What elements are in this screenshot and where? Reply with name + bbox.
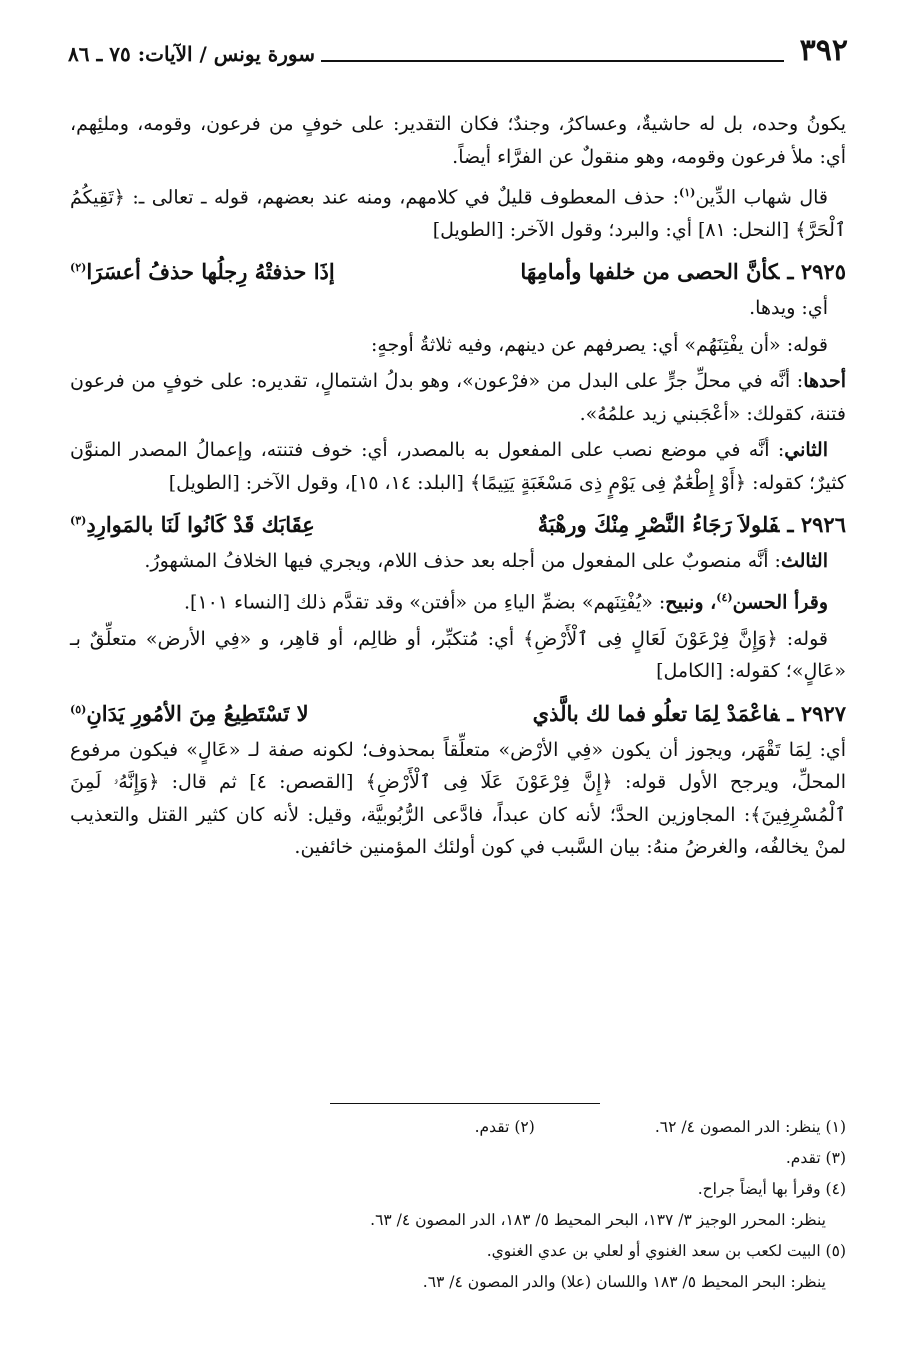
footnote-ref: (٤) — [716, 590, 733, 604]
paragraph: قوله: ﴿وَإِنَّ فِرْعَوْنَ لَعَالٍ فِى ٱلْأَرْضِ﴾ أي: مُتكبِّر، أو ظالِم، أو قاهِر، و «فِي الأرض» متعلِّقٌ بـ «عَالٍ»؛ كقوله: [الكامل] — [70, 627, 846, 683]
verse-first-half — [533, 696, 846, 732]
page-number: ٣٩٢ — [799, 33, 848, 68]
verse-number: ٢٩٢٧ ـ — [787, 700, 846, 726]
footnote: (٤) وقرأ بها أيضاً جراح. — [697, 1180, 846, 1198]
paragraph: أي: لِمَا تَقْهَر، ويجوز أن يكون «فِي الأرْض» متعلِّقاً بمحذوف؛ لكونه صفة لـ «عَالٍ» فيكون مرفوع المحلِّ، ويرجح الأول قوله: ﴿إِنَّ فِرْعَوْنَ عَلَا فِى ٱلْأَرْضِ﴾ [القصص: ٤] ثم قال: ﴿وَإِنَّهُۥ لَمِنَ ٱلْمُسْرِفِينَ﴾: المجاوزين الحدَّ؛ لأنه كان عبداً، فادَّعى الرُّبُوبيَّة، وقيل: لأنه كان كثير القتل والتعذيب لمنْ يخالفُه، والغرضُ منهُ: بيان السَّبب في كون أولئك المؤمنين خائفين. — [70, 738, 846, 859]
verse-text: لا تَسْتَطِيعُ مِنَ الأمُورِ يَدَانِ — [86, 700, 309, 726]
verse-second-half — [70, 250, 335, 290]
footnote-ref: (٢) — [70, 261, 87, 275]
footnotes — [80, 1112, 846, 1298]
point-label: الثاني — [784, 439, 828, 462]
poetry-verse — [70, 692, 846, 732]
reader-name: وقرأ الحسن — [732, 591, 828, 614]
verse-text: فَلولاَ رَجَاءُ النَّصْرِ مِنْكَ ورهْبَةٌ — [537, 512, 780, 538]
paragraph — [70, 434, 846, 499]
footnote: (٣) تقدم. — [785, 1149, 846, 1167]
footnote: (٥) البيت لكعب بن سعد الغنوي أو لعلي بن عدي الغنوي. — [486, 1242, 846, 1260]
verse-second-half — [70, 503, 315, 543]
text-span: قال شهاب الدِّين — [695, 186, 828, 209]
text-span: : أنَّه في محلِّ جرٍّ على البدل من «فرْعون»، وهو بدلُ اشتمالٍ، تقديره: على خوفٍ من فرعون فتنة، كقولك: «أعْجَبني زيد علمُهُ». — [70, 370, 846, 425]
footnote-ref: (٣) — [70, 514, 87, 528]
paragraph — [70, 365, 846, 430]
point-label: الثالث — [780, 550, 828, 573]
reader-name: ، ونبيح — [665, 591, 717, 614]
point-label: أحدها — [803, 370, 846, 393]
paragraph — [70, 582, 846, 619]
footnote: (١) ينظر: الدر المصون ٤/ ٦٢. — [654, 1118, 846, 1136]
poetry-verse — [70, 503, 846, 543]
text-span: : «يُفْتِنَهم» بضمِّ الياءِ من «أفتن» وقد تقدَّم ذلك [النساء ١٠١]. — [184, 591, 666, 614]
header-rule — [321, 60, 784, 62]
verse-first-half — [538, 507, 846, 543]
paragraph: قوله: «أن يفْتِنَهُم» أي: يصرفهم عن دينهم، وفيه ثلاثةُ أوجهٍ: — [370, 333, 828, 356]
verse-text: فاعْمَدْ لِمَا تعلُو فما لك بالَّذي — [532, 700, 780, 726]
footnote-row — [80, 1112, 846, 1143]
paragraph: يكونُ وحده، بل له حاشيةٌ، وعساكرُ، وجندٌ؛ فكان التقدير: على خوفٍ من فرعون، وقومه، وملئِهم، أي: ملأ فرعون وقومه، وهو منقولٌ عن الفرَّاء أيضاً. — [70, 113, 846, 168]
verse-second-half — [70, 692, 309, 732]
spacer — [535, 1112, 655, 1143]
poetry-verse — [70, 250, 846, 290]
verse-text: إذَا حذفتْهُ رِجلُها حذفُ أعسَرَا — [86, 259, 335, 285]
main-text — [70, 108, 846, 868]
verse-text: كأنَّ الحصى من خلفها وأمامِهَا — [520, 259, 780, 285]
paragraph: أي: ويدها. — [749, 297, 828, 320]
verse-text: عِقَابَك قَدْ كَانُوا لَنَا بالمَوارِدِ — [86, 512, 315, 538]
footnote-separator — [330, 1103, 600, 1104]
paragraph — [70, 177, 846, 246]
paragraph — [70, 545, 846, 578]
text-span: : أنَّه في موضع نصب على المفعول به بالمصدر، أي: خوف فتنته، وإعمالُ المصدر المنوَّن كثيرٌ؛ كقوله: ﴿أَوْ إِطْعَٰمٌ فِى يَوْمٍ ذِى مَسْغَبَةٍ يَتِيمًا﴾ [البلد: ١٤، ١٥]، وقول الآخر: [الطويل] — [70, 439, 846, 494]
footnote-ref: (٥) — [70, 702, 87, 716]
text-span: : أنَّه منصوبٌ على المفعول من أجله بعد حذف اللام، ويجري فيها الخلافُ المشهورُ. — [144, 550, 781, 573]
footnote: (٢) تقدم. — [474, 1118, 535, 1136]
footnote-ref: (١) — [678, 186, 696, 199]
verse-first-half — [520, 254, 846, 290]
footnote-source: ينظر: المحرر الوجيز ٣/ ١٣٧، البحر المحيط ٥/ ١٨٣، الدر المصون ٤/ ٦٣. — [370, 1211, 826, 1229]
verse-number: ٢٩٢٦ ـ — [787, 512, 846, 538]
page-header — [68, 28, 848, 68]
text-span: : حذف المعطوف قليلٌ في كلامهم، ومنه عند بعضهم، قوله ـ تعالى ـ: ﴿تَقِيكُمُ ٱلْحَرَّ﴾ [النحل: ٨١] أي: والبرد؛ وقول الآخر: [الطويل] — [70, 186, 846, 241]
running-title: سورة يونس / الآيات: ٧٥ ـ ٨٦ — [68, 42, 315, 66]
verse-number: ٢٩٢٥ ـ — [787, 259, 846, 285]
footnote-source: ينظر: البحر المحيط ٥/ ١٨٣ واللسان (علا) والدر المصون ٤/ ٦٣. — [422, 1273, 826, 1291]
